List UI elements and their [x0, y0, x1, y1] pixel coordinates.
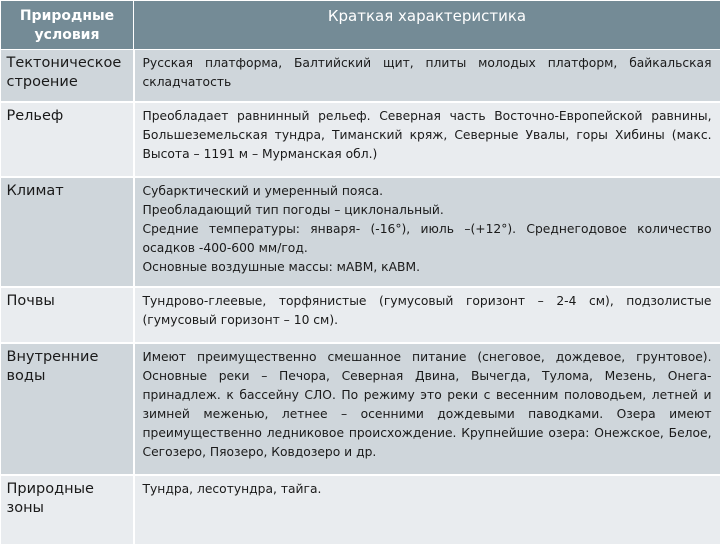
description-line: Преобладает равнинный рельеф. Северная часть Восточно-Европейской равнины, Большеземельская тундра, Тиманский кряж, Северные Увалы, горы Хибины (макс. Высота – 1191 м – Мурманская обл.) [143, 107, 712, 164]
row-description [134, 102, 720, 177]
row-label: Почвы [1, 287, 134, 343]
description-line: Средние температуры: января- (-16°), июль –(+12°). Среднегодовое количество осадков -400-600 мм/год. [143, 220, 712, 258]
table-row-relief [1, 102, 720, 177]
row-label: Внутренние воды [1, 343, 134, 475]
row-label: Природные зоны [1, 475, 134, 545]
description-line: Основные воздушные массы: мАВМ, кАВМ. [143, 258, 712, 277]
header-short-description: Краткая характеристика [134, 1, 720, 50]
table-row-inland-waters [1, 343, 720, 475]
row-label: Рельеф [1, 102, 134, 177]
description-line: Субарктический и умеренный пояса. [143, 182, 712, 201]
header-natural-conditions: Природные условия [1, 1, 134, 50]
description-line: Имеют преимущественно смешанное питание (снеговое, дождевое, грунтовое). Основные реки – Печора, Северная Двина, Вычегда, Тулома, Мезень, Онега- принадлеж. к бассейну СЛО. По режиму это реки с весенним половодьем, летней и зимней меженью, летнее – осенними дождевыми паводками. Озера имеют преимущественно ледниковое происхождение. Крупнейшие озера: Онежское, Белое, Сегозеро, Пяозеро, Ковдозеро и др. [143, 348, 712, 462]
row-description [134, 287, 720, 343]
table-row-natural-zones [1, 475, 720, 545]
table-header-row [1, 1, 720, 50]
row-description [134, 475, 720, 545]
description-line: Русская платформа, Балтийский щит, плиты молодых платформ, байкальская складчатость [143, 54, 712, 92]
row-label: Климат [1, 177, 134, 287]
table-row-tectonics [1, 50, 720, 102]
row-description [134, 177, 720, 287]
description-line: Тундра, лесотундра, тайга. [143, 480, 712, 499]
table-row-soils [1, 287, 720, 343]
row-description [134, 343, 720, 475]
row-label: Тектоническое строение [1, 50, 134, 102]
description-line: Тундрово-глеевые, торфянистые (гумусовый горизонт – 2-4 см), подзолистые (гумусовый горизонт – 10 см). [143, 292, 712, 330]
description-line: Преобладающий тип погоды – циклональный. [143, 201, 712, 220]
row-description [134, 50, 720, 102]
table-row-climate [1, 177, 720, 287]
